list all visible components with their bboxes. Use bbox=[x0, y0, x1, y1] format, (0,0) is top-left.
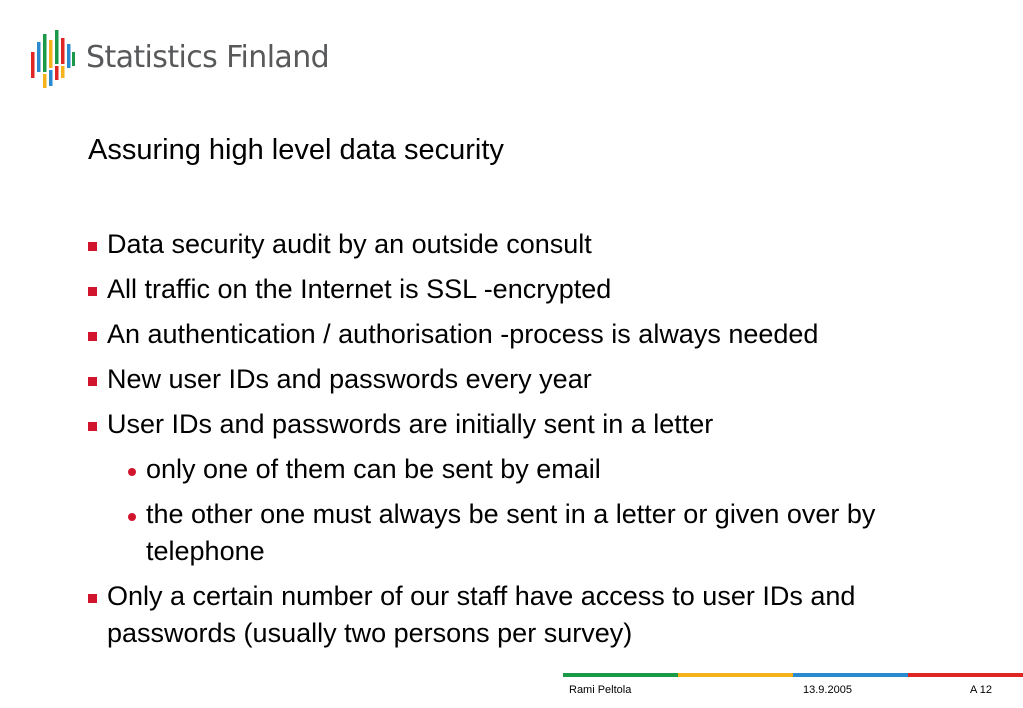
round-bullet-icon bbox=[128, 513, 136, 521]
bullet-item bbox=[88, 226, 988, 263]
footer-bar-green bbox=[563, 673, 678, 677]
bullet-text: All traffic on the Internet is SSL -encrypted bbox=[107, 274, 612, 304]
bullet-list bbox=[88, 226, 988, 660]
bullet-text: An authentication / authorisation -process is always needed bbox=[107, 319, 819, 349]
footer-bar-red bbox=[908, 673, 1023, 677]
footer-page-number: A 12 bbox=[970, 684, 993, 696]
sub-bullet-item bbox=[88, 451, 988, 488]
round-bullet-icon bbox=[128, 468, 136, 476]
bullet-item bbox=[88, 316, 988, 353]
square-bullet-icon bbox=[88, 332, 97, 341]
bullet-item bbox=[88, 271, 988, 308]
bullet-item bbox=[88, 578, 937, 652]
footer-bar-yellow bbox=[678, 673, 793, 677]
sub-bullet-item bbox=[88, 496, 906, 570]
footer-color-bar bbox=[563, 673, 1023, 677]
bullet-item bbox=[88, 361, 988, 398]
statistics-finland-logo-icon bbox=[30, 30, 76, 90]
square-bullet-icon bbox=[88, 377, 97, 386]
square-bullet-icon bbox=[88, 594, 97, 603]
square-bullet-icon bbox=[88, 242, 97, 251]
bullet-text: New user IDs and passwords every year bbox=[107, 364, 592, 394]
footer-author: Rami Peltola bbox=[569, 684, 632, 696]
footer-date: 13.9.2005 bbox=[803, 684, 852, 696]
square-bullet-icon bbox=[88, 287, 97, 296]
sub-bullet-text: only one of them can be sent by email bbox=[146, 454, 601, 484]
square-bullet-icon bbox=[88, 422, 97, 431]
slide-title: Assuring high level data security bbox=[88, 134, 504, 166]
logo-wordmark: Statistics Finland bbox=[86, 40, 330, 75]
bullet-text: Only a certain number of our staff have access to user IDs and passwords (usually two persons per survey) bbox=[107, 581, 856, 648]
footer-bar-blue bbox=[793, 673, 908, 677]
bullet-text: User IDs and passwords are initially sent in a letter bbox=[107, 409, 714, 439]
sub-bullet-text: the other one must always be sent in a letter or given over by telephone bbox=[146, 499, 876, 566]
bullet-item bbox=[88, 406, 988, 443]
bullet-text: Data security audit by an outside consult bbox=[107, 229, 592, 259]
